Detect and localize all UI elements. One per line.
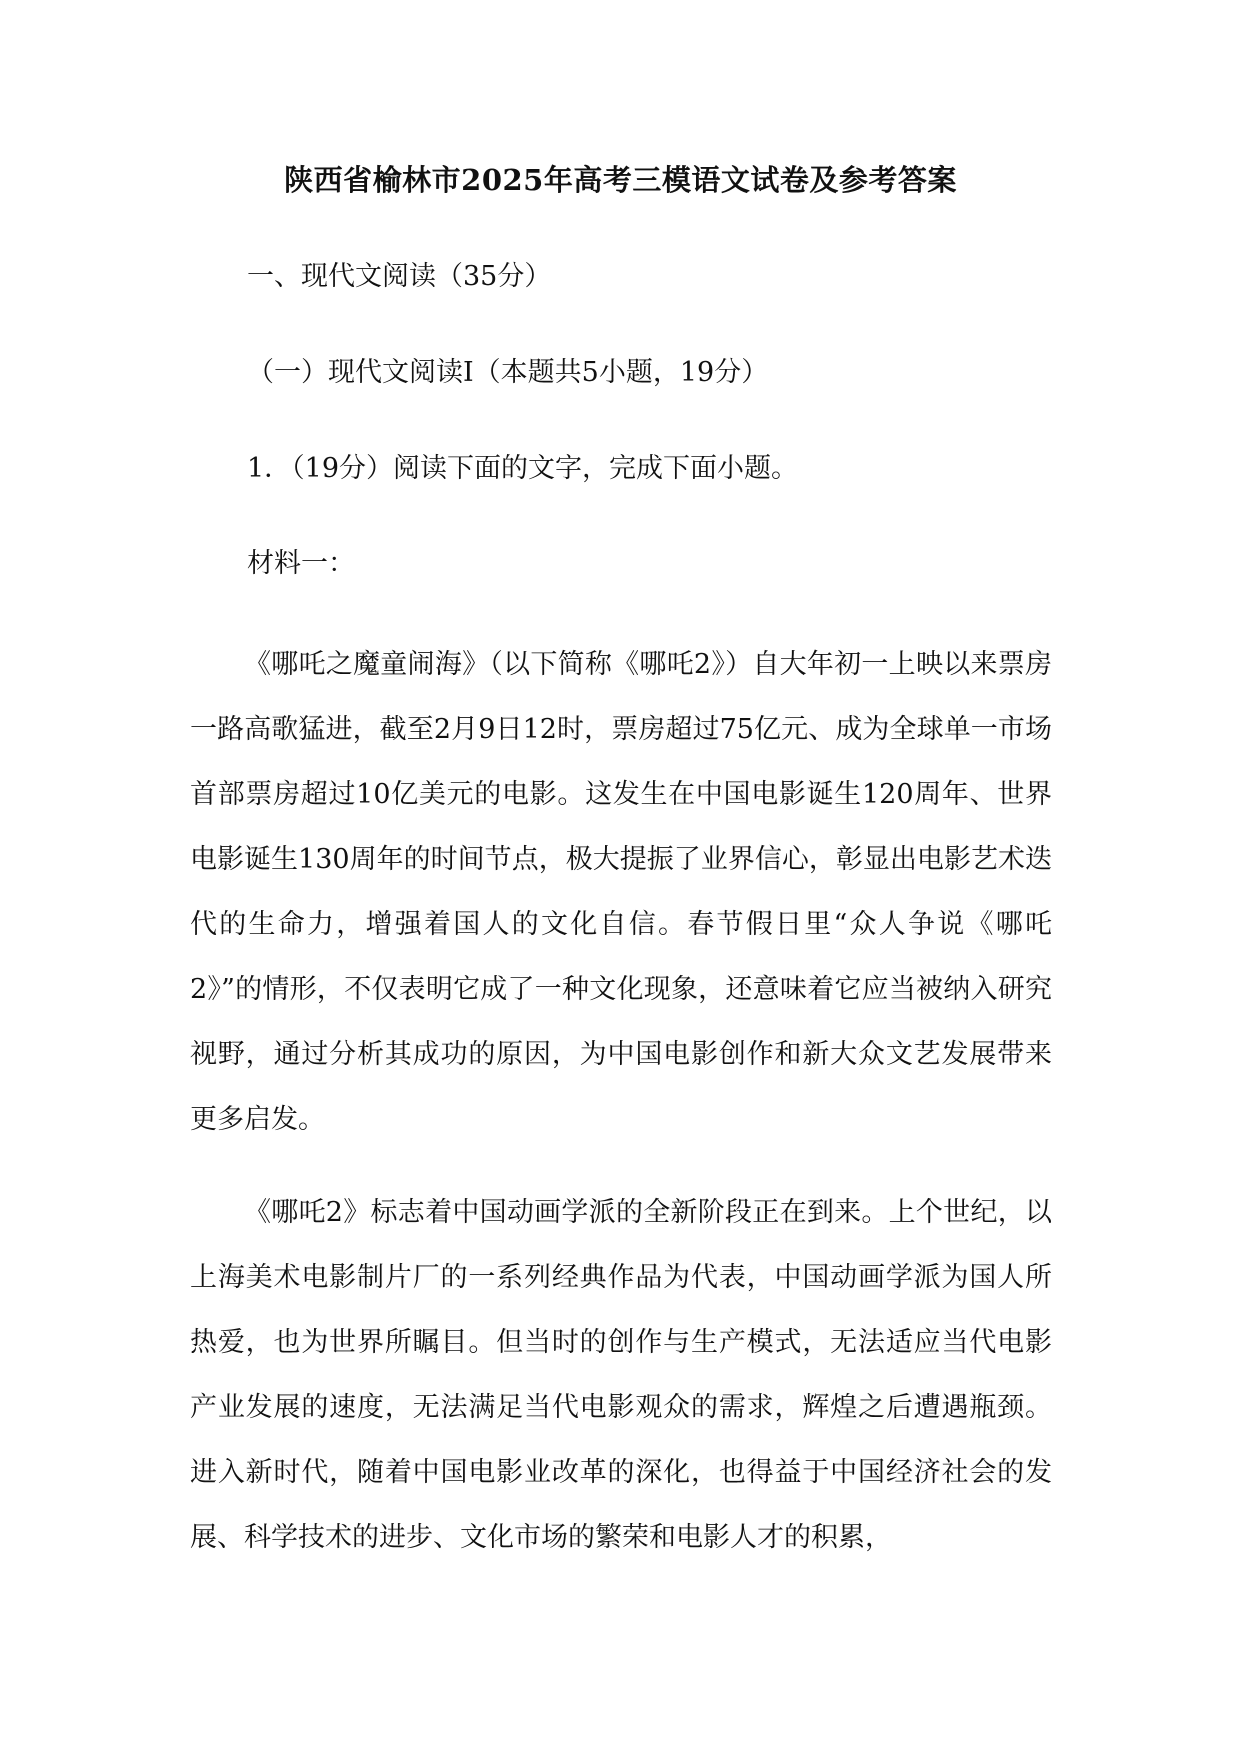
question-1-prompt: 1．（19分）阅读下面的文字，完成下面小题。 bbox=[247, 453, 799, 484]
paragraph-2: 《哪吒2》标志着中国动画学派的全新阶段正在到来。上个世纪，以上海美术电影制片厂的一系列经典作品为代表，中国动画学派为国人所热爱，也为世界所瞩目。但当时的创作与生产模式，无法适应当代电影产业发展的速度，无法满足当代电影观众的需求，辉煌之后遭遇瓶颈。进入新时代，随着中国电影业改革的深化，也得益于中国经济社会的发展、科学技术的进步、文化市场的繁荣和电影人才的积累， bbox=[190, 1197, 1052, 1553]
document-title: 陕西省榆林市2025年高考三模语文试卷及参考答案 bbox=[284, 163, 957, 197]
paragraph-1: 《哪吒之魔童闹海》（以下简称《哪吒2》）自大年初一上映以来票房一路高歌猛进，截至2月9日12时，票房超过75亿元、成为全球单一市场首部票房超过10亿美元的电影。这发生在中国电影诞生120周年、世界电影诞生130周年的时间节点，极大提振了业界信心，彰显出电影艺术迭代的生命力，增强着国人的文化自信。春节假日里“众人争说《哪吒2》”的情形，不仅表明它成了一种文化现象，还意味着它应当被纳入研究视野，通过分析其成功的原因，为中国电影创作和新大众文艺发展带来更多启发。 bbox=[190, 649, 1052, 1135]
subsection-heading: （一）现代文阅读I（本题共5小题，19分） bbox=[247, 357, 769, 388]
section-heading: 一、现代文阅读（35分） bbox=[247, 261, 552, 292]
material-label: 材料一： bbox=[247, 548, 355, 579]
